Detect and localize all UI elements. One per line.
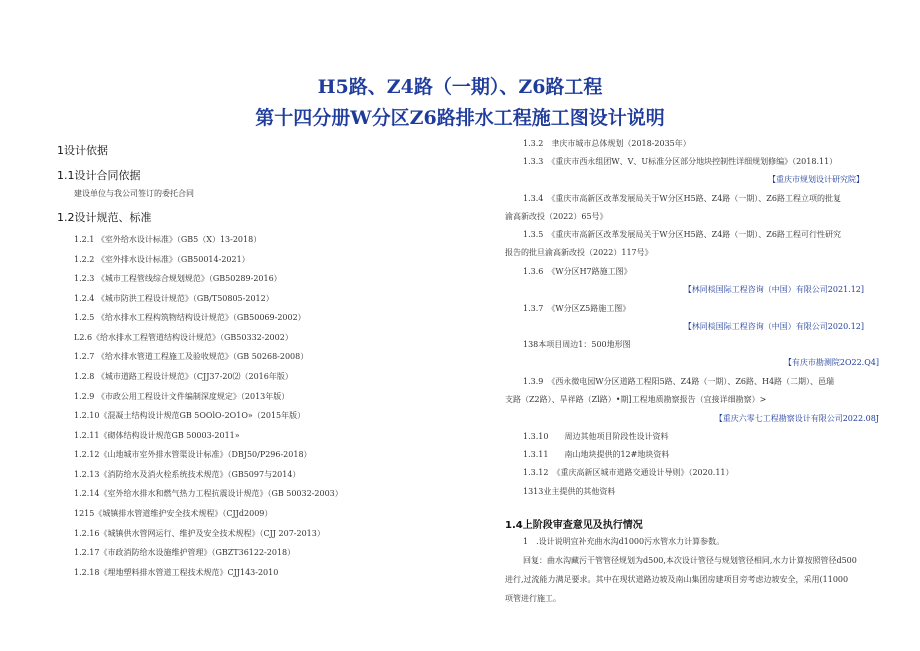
section-heading-1-4: 1.4上阶段审查意见及执行情况 xyxy=(505,520,643,531)
reference-source: 【有庆市勘测院2O22.Q4] xyxy=(783,358,879,367)
standard-item: 1.2.16《城镇供水管网运行、维护及安全技术规程》（CJJ 207-2013） xyxy=(74,529,325,538)
reference-source: 【重庆市规划设计研究院】 xyxy=(768,175,864,184)
reference-item: 1.3.10 周边其他项目阶段性设计资料 xyxy=(523,432,669,441)
review-reply-continued: 进行,过流能力满足要求。其中在现状道路边坡及南山集团房建项目旁考虑边坡安全，采用(11000 xyxy=(505,575,849,584)
reference-item-continued: 报告的批旦渝高新改投（2022）117号》 xyxy=(505,248,653,257)
standard-item: 1.2.8 《城市道路工程设计规范》（CJJ37-20⑵（2016年版） xyxy=(74,372,293,381)
standard-item: 1.2.17《市政消防给水设施维护管理》（GBZT36122-2018） xyxy=(74,548,296,557)
reference-item-continued: 渝高新改投（2022）65号》 xyxy=(505,212,608,221)
reference-item: 1.3.4 《重庆市高新区改革发展局关于W分区H5路、Z4路（一期）、Z6路工程立项的批复 xyxy=(523,194,841,203)
standard-item: 1.2.11《砌体结构设计规范GB 50003-2011» xyxy=(74,431,240,440)
reference-source: 【林同棪国际工程咨询（中国）有限公司2020.12] xyxy=(683,322,864,331)
review-reply: 回复：曲水沟藏污干管管径规划为d500,本次设计管径与规划管径相同,水力计算按照管径d500 xyxy=(523,556,857,565)
document-title: H5路、Z4路（一期）、Z6路工程 xyxy=(317,76,603,98)
standard-item: 1.2.18《埋地塑料排水管道工程技术规范》CJJ143-2010 xyxy=(74,568,279,577)
standard-item: 1215《城镇排水管道维护安全技术规程》（CJJd2009） xyxy=(74,509,273,518)
section-heading-1-2: 1.2设计规范、标准 xyxy=(57,211,152,224)
standard-item: 1.2.9 《市政公用工程设计文件编制深度规定》（2013年版） xyxy=(74,392,290,401)
reference-item: 1.3.3 《重庆市西永组团W、V、U标准分区部分地块控制性详细规划修编》（2018.11） xyxy=(523,157,838,166)
standard-item: L2.6《给水排水工程管道结构设计规范》（GB50332-2002） xyxy=(74,333,293,342)
section-heading-1-1: 1.1设计合同依据 xyxy=(57,169,141,182)
standard-item: 1.2.10《混凝土结构设计规范GB 5OOlO-2O1O»（2015年版） xyxy=(74,411,306,420)
review-comment: 1 .设计说明宜补充曲水沟d1000污水管水力计算参数。 xyxy=(523,537,725,546)
document-subtitle: 第十四分册W分区Z6路排水工程施工图设计说明 xyxy=(255,107,665,129)
standard-item: 1.2.2 《室外排水设计标准》（GB50014-2021） xyxy=(74,255,250,264)
standard-item: 1.2.1 《室外给水设计标准》（GB5（X）13-2018） xyxy=(74,235,262,244)
standard-item: 1.2.13《消防给水及消火栓系统技术规范》（GB5097与2014） xyxy=(74,470,301,479)
standard-item: 1.2.4 《城市防洪工程设计规范》（GB/T50805-2012） xyxy=(74,294,274,303)
reference-item: 1.3.2 聿庆市城市总体规划（2018-2035年） xyxy=(523,139,691,148)
reference-item: 1.3.7 《W分区Z5路施工图》 xyxy=(523,304,631,313)
standard-item: 1.2.12《山地城市室外排水管渠设计标准》（DBJ50/P296-2018） xyxy=(74,450,312,459)
reference-source: 【林同棪国际工程咨询（中国）有限公司2021.12] xyxy=(683,285,864,294)
reference-item: 1313业主提供的其他资料 xyxy=(523,487,616,496)
reference-item: 1.3.11 南山地块提供的12#地块资料 xyxy=(523,450,670,459)
reference-item: 1.3.5 《重庆市高新区改革发展局关于W分区H5路、Z4路（一期）、Z6路工程可行性研究 xyxy=(523,230,841,239)
standard-item: 1.2.14《室外给水排水和燃气热力工程抗震设计规范》（GB 50032-2003） xyxy=(74,489,343,498)
reference-item: 1.3.12 《重庆高新区城市道路交通设计导则》（2020.11） xyxy=(523,468,734,477)
section-heading-1: 1设计依据 xyxy=(57,144,108,157)
standard-item: 1.2.3 《城市工程管线综合规划规范》（GB50289-2016） xyxy=(74,274,282,283)
reference-item: 138本项目周边1：500地形图 xyxy=(523,340,631,349)
review-reply-continued: 项管进行施工。 xyxy=(505,594,561,603)
reference-item-continued: 支路（Z2路）、旱祥路（Zl路）•期]工程地质勘察报告（宜接详细勘察）> xyxy=(505,395,767,404)
standard-item: 1.2.7 《给水排水管道工程施工及验收规范》（GB 50268-2008） xyxy=(74,352,309,361)
reference-item: 1.3.6 《W分区H7路施工图》 xyxy=(523,267,632,276)
reference-item: 1.3.9 《西永微电园W分区道路工程阳5路、Z4路（一期）、Z6路、H4路（二期）、邑瑞 xyxy=(523,377,835,386)
contract-basis-text: 建设单位与我公司签订的委托合同 xyxy=(74,189,194,198)
reference-source: 【重庆六零七工程勘察设计有限公司2022.08J xyxy=(714,414,879,423)
standard-item: 1.2.5 《给水排水工程构筑物结构设计规范》（GB50069-2002） xyxy=(74,313,306,322)
